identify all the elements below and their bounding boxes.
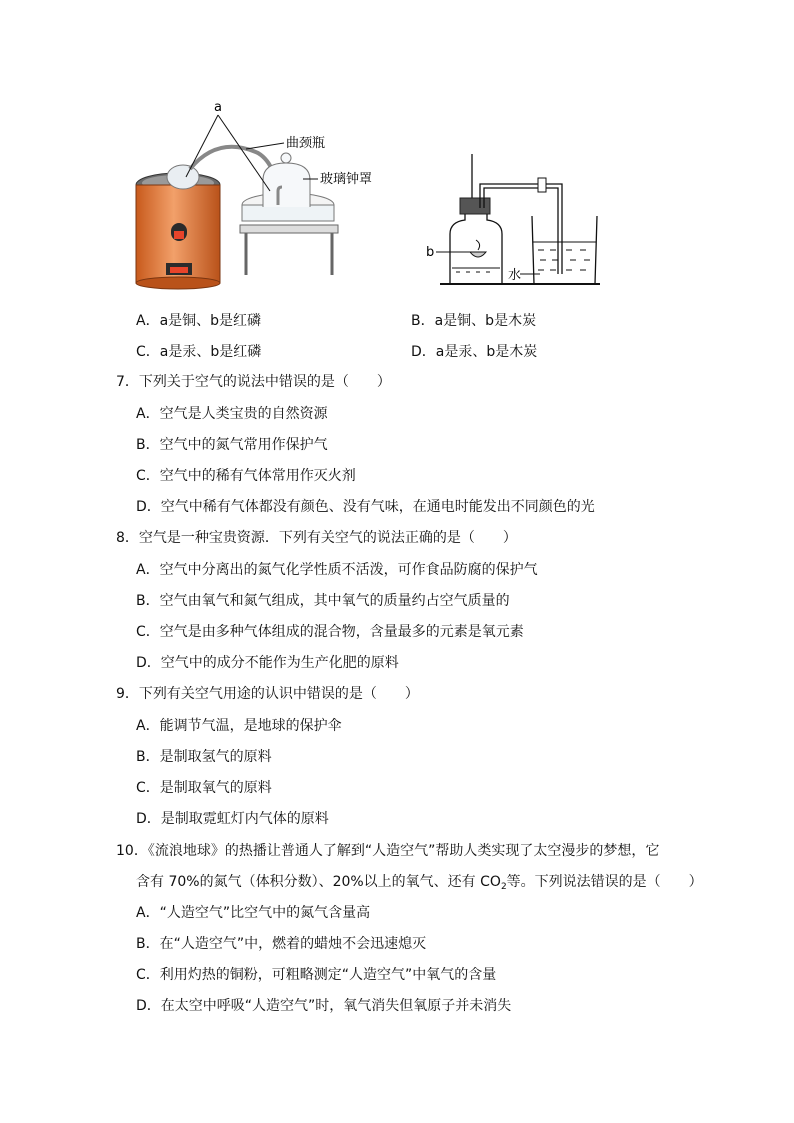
q9-option-a: A．能调节气温，是地球的保护伞 (136, 718, 342, 734)
q7-option-d: D．空气中稀有气体都没有颜色、没有气味，在通电时能发出不同颜色的光 (136, 499, 595, 515)
q10-stem-line2-a: 含有 70%的氮气（体积分数）、20%以上的氧气、还有 CO (136, 874, 501, 890)
q8-option-a: A．空气中分离出的氮气化学性质不活泼，可作食品防腐的保护气 (136, 562, 538, 578)
q7-stem: 7．下列关于空气的说法中错误的是（ ） (116, 374, 391, 390)
q10-option-c: C．利用灼热的铜粉，可粗略测定“人造空气”中氧气的含量 (136, 967, 497, 983)
q7-option-b: B．空气中的氮气常用作保护气 (136, 437, 328, 453)
q10-option-d: D．在太空中呼吸“人造空气”时，氧气消失但氧原子并未消失 (136, 998, 512, 1014)
q8-option-c: C．空气是由多种气体组成的混合物，含量最多的元素是氧元素 (136, 624, 524, 640)
label-a: a (214, 100, 222, 115)
q10-option-a: A．“人造空气”比空气中的氮气含量高 (136, 905, 371, 921)
combustion-bottle-figure (420, 150, 605, 290)
q9-option-b: B．是制取氢气的原料 (136, 749, 272, 765)
q9-option-c: C．是制取氧气的原料 (136, 780, 272, 796)
q10-stem-line2-b: 等。下列说法错误的是（ ） (506, 874, 703, 890)
label-b: b (426, 245, 435, 260)
q8-stem: 8．空气是一种宝贵资源．下列有关空气的说法正确的是（ ） (116, 530, 517, 546)
q10-option-b: B．在“人造空气”中，燃着的蜡烛不会迅速熄灭 (136, 936, 427, 952)
q8-option-b: B．空气由氧气和氮气组成，其中氧气的质量约占空气质量的 (136, 593, 510, 609)
q6-option-b: B．a是铜、b是木炭 (411, 313, 537, 329)
q9-option-d: D．是制取霓虹灯内气体的原料 (136, 811, 329, 827)
label-water: 水 (508, 268, 522, 283)
q10-stem-line2 (136, 873, 703, 891)
q6-option-d: D．a是汞、b是木炭 (411, 344, 538, 360)
label-bell-jar: 玻璃钟罩 (320, 172, 373, 187)
lavoisier-apparatus-figure (128, 95, 373, 295)
q7-option-c: C．空气中的稀有气体常用作灭火剂 (136, 468, 356, 484)
q6-option-c: C．a是汞、b是红磷 (136, 344, 262, 360)
q8-option-d: D．空气中的成分不能作为生产化肥的原料 (136, 655, 399, 671)
q9-stem: 9．下列有关空气用途的认识中错误的是（ ） (116, 686, 419, 702)
label-flask: 曲颈瓶 (286, 136, 326, 151)
co2-subscript: 2 (500, 882, 507, 892)
q10-stem-line1: 10．《流浪地球》的热播让普通人了解到“人造空气”帮助人类实现了太空漫步的梦想，它 (116, 843, 660, 859)
q6-option-a: A．a是铜、b是红磷 (136, 313, 262, 329)
q7-option-a: A．空气是人类宝贵的自然资源 (136, 406, 328, 422)
